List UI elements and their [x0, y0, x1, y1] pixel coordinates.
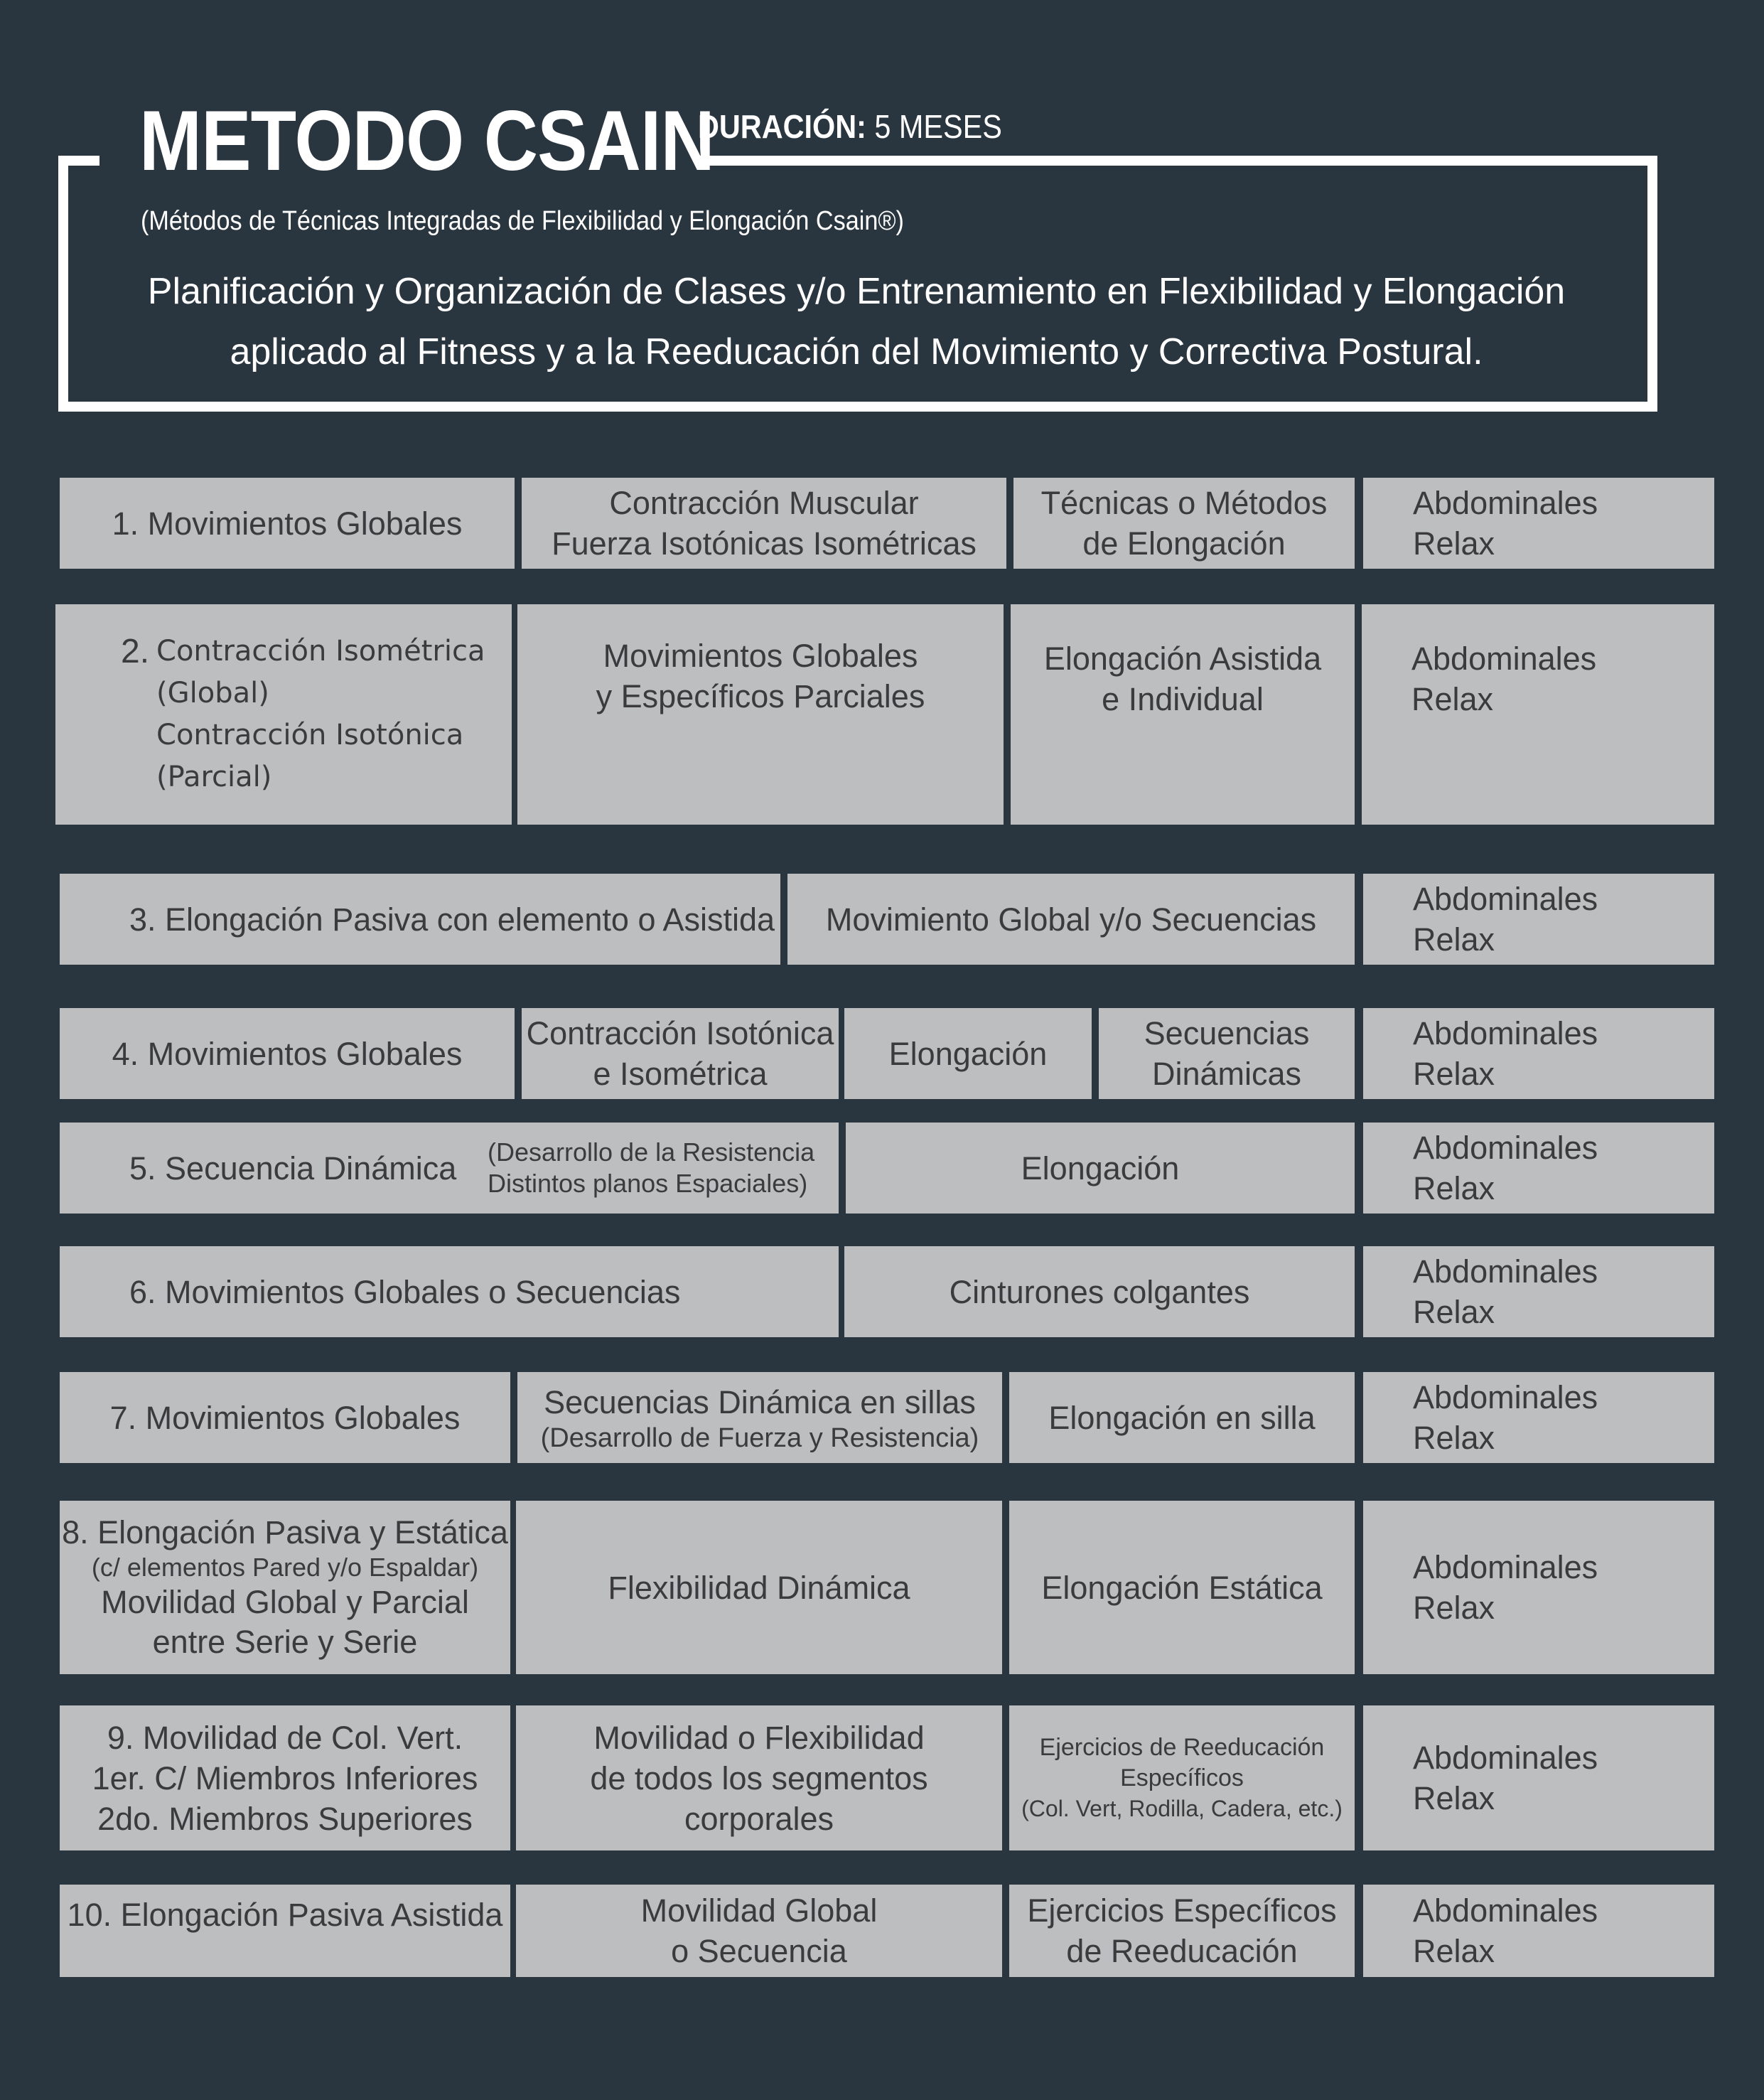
cell-text: de Elongación	[1082, 525, 1286, 562]
row-7-cell-2	[517, 1372, 1002, 1463]
relax-line-2: Relax	[1411, 681, 1494, 717]
cell-text: 8. Elongación Pasiva y Estática	[62, 1514, 508, 1550]
cell-text: Contracción Muscular	[609, 485, 919, 521]
row-7-relax-cell	[1363, 1372, 1714, 1463]
row-7-cell-1	[60, 1372, 510, 1463]
cell-text: Elongación	[1021, 1150, 1180, 1186]
row-6-cell-1	[60, 1246, 839, 1337]
cell-text: (Parcial)	[156, 761, 272, 793]
relax-line-1: Abdominales	[1413, 1253, 1598, 1290]
cell-text: 7. Movimientos Globales	[109, 1399, 461, 1436]
cell-text: o Secuencia	[671, 1933, 847, 1969]
cell-text: Movimientos Globales	[603, 638, 918, 674]
cell-note: Distintos planos Espaciales)	[488, 1169, 808, 1198]
cell-text: Flexibilidad Dinámica	[608, 1569, 910, 1606]
row-2-cell-1	[55, 604, 512, 825]
cell-text: Fuerza Isotónicas Isométricas	[552, 525, 977, 562]
cell-text: 9. Movilidad de Col. Vert.	[107, 1719, 463, 1756]
cell-text: e Isométrica	[593, 1056, 768, 1092]
cell-text: Contracción Isométrica	[156, 635, 485, 668]
duration-label: DURACIÓN:	[698, 108, 866, 145]
row-4-cell-4	[1099, 1008, 1355, 1099]
cell-text: Movilidad Global y Parcial	[101, 1584, 469, 1620]
row-4-cell-2	[522, 1008, 839, 1099]
cell-text: Movilidad o Flexibilidad	[593, 1719, 925, 1756]
cell-text: Elongación	[888, 1035, 1048, 1072]
description-line: Planificación y Organización de Clases y/o Entrenamiento en Flexibilidad y Elongación	[147, 271, 1566, 312]
cell-text: Contracción Isotónica	[156, 719, 464, 751]
row-8-cell-2	[516, 1501, 1002, 1674]
cell-text: Dinámicas	[1151, 1056, 1302, 1092]
relax-line-1: Abdominales	[1413, 881, 1598, 917]
relax-line-1: Abdominales	[1411, 641, 1597, 677]
row-10-cell-2	[516, 1885, 1002, 1977]
row-9-cell-2	[516, 1705, 1002, 1850]
relax-line-2: Relax	[1413, 1780, 1495, 1816]
row-6-relax-cell	[1363, 1246, 1714, 1337]
cell-note: (Desarrollo de la Resistencia	[488, 1137, 815, 1167]
row-9-cell-3	[1009, 1705, 1355, 1850]
row-9-relax-cell	[1363, 1705, 1714, 1850]
row-1-cell-3	[1013, 478, 1355, 569]
relax-line-1: Abdominales	[1413, 1549, 1598, 1585]
cell-text: Ejercicios de Reeducación	[1039, 1733, 1325, 1761]
duration-value: 5 MESES	[874, 108, 1002, 145]
relax-line-1: Abdominales	[1413, 1740, 1598, 1776]
row-8-cell-1	[60, 1501, 510, 1674]
cell-text: Movilidad Global	[640, 1892, 878, 1929]
relax-line-2: Relax	[1413, 1170, 1495, 1206]
cell-text: Específicos	[1120, 1764, 1244, 1791]
cell-text: Elongación Asistida	[1043, 641, 1322, 677]
cell-text: 3. Elongación Pasiva con elemento o Asistida	[129, 901, 775, 938]
row-1-relax-cell	[1363, 478, 1714, 569]
cell-text: 1. Movimientos Globales	[112, 505, 463, 542]
relax-line-1: Abdominales	[1413, 1015, 1598, 1051]
cell-text: 4. Movimientos Globales	[112, 1035, 463, 1072]
cell-text: 5. Secuencia Dinámica	[129, 1150, 457, 1186]
cell-text: Movimiento Global y/o Secuencias	[825, 901, 1317, 938]
relax-line-1: Abdominales	[1413, 1130, 1598, 1166]
row-10-cell-1	[60, 1885, 510, 1977]
cell-text: 1er. C/ Miembros Inferiores	[92, 1759, 478, 1796]
row-5-cell-2	[846, 1123, 1355, 1214]
row-1-cell-1	[60, 478, 515, 569]
row-10-cell-3	[1009, 1885, 1355, 1977]
duration	[698, 110, 1002, 143]
row-8-cell-3	[1009, 1501, 1355, 1674]
relax-line-1: Abdominales	[1413, 1379, 1598, 1415]
cell-text: Cinturones colgantes	[949, 1273, 1250, 1310]
cell-text: de Reeducación	[1066, 1933, 1298, 1969]
cell-text: entre Serie y Serie	[152, 1624, 418, 1660]
cell-text: Contracción Isotónica	[526, 1015, 834, 1051]
row-2-number: 2.	[121, 633, 150, 670]
row-3-cell-1	[60, 874, 780, 965]
cell-text: 2do. Miembros Superiores	[97, 1800, 473, 1837]
description-line: aplicado al Fitness y a la Reeducación del Movimiento y Correctiva Postural.	[230, 331, 1483, 373]
relax-line-1: Abdominales	[1413, 485, 1598, 521]
cell-text: 10. Elongación Pasiva Asistida	[67, 1897, 503, 1933]
cell-note: (Col. Vert, Rodilla, Cadera, etc.)	[1021, 1795, 1343, 1821]
row-3-relax-cell	[1363, 874, 1714, 965]
row-4-relax-cell	[1363, 1008, 1714, 1099]
row-2-cell-2	[517, 604, 1004, 825]
relax-line-2: Relax	[1413, 1294, 1495, 1330]
row-4-cell-1	[60, 1008, 515, 1099]
cell-text: Secuencias Dinámica en sillas	[544, 1383, 976, 1420]
row-5-cell-1	[60, 1123, 839, 1214]
page-title: METODO CSAIN	[139, 93, 714, 188]
row-4-cell-3	[844, 1008, 1092, 1099]
cell-text: Elongación en silla	[1048, 1399, 1316, 1436]
cell-text: de todos los segmentos	[590, 1759, 928, 1796]
cell-text: 6. Movimientos Globales o Secuencias	[129, 1273, 681, 1310]
row-2-cell-3	[1011, 604, 1355, 825]
description	[107, 262, 1606, 382]
row-1-cell-2	[522, 478, 1006, 569]
subtitle: (Métodos de Técnicas Integradas de Flexibilidad y Elongación Csain®)	[141, 206, 904, 236]
cell-text: Elongación Estática	[1041, 1569, 1323, 1606]
row-2-relax-cell	[1362, 604, 1714, 825]
cell-text: Ejercicios Específicos	[1027, 1892, 1337, 1929]
cell-text: e Individual	[1102, 681, 1264, 717]
relax-line-2: Relax	[1413, 525, 1495, 562]
relax-line-2: Relax	[1413, 1420, 1495, 1456]
relax-line-1: Abdominales	[1413, 1892, 1598, 1929]
relax-line-2: Relax	[1413, 921, 1495, 958]
row-10-relax-cell	[1363, 1885, 1714, 1977]
row-7-cell-3	[1009, 1372, 1355, 1463]
row-9-cell-1	[60, 1705, 510, 1850]
cell-text: (Global)	[156, 677, 269, 709]
cell-note: (Desarrollo de Fuerza y Resistencia)	[540, 1423, 979, 1453]
row-3-cell-2	[787, 874, 1355, 965]
cell-text: Secuencias	[1144, 1015, 1310, 1051]
relax-line-2: Relax	[1413, 1056, 1495, 1092]
cell-text: Técnicas o Métodos	[1040, 485, 1328, 521]
row-8-relax-cell	[1363, 1501, 1714, 1674]
row-5-relax-cell	[1363, 1123, 1714, 1214]
relax-line-2: Relax	[1413, 1933, 1495, 1969]
relax-line-2: Relax	[1413, 1590, 1495, 1626]
cell-note: (c/ elementos Pared y/o Espaldar)	[91, 1553, 479, 1582]
row-6-cell-2	[844, 1246, 1355, 1337]
cell-text: corporales	[684, 1800, 834, 1837]
cell-text: y Específicos Parciales	[596, 678, 925, 714]
